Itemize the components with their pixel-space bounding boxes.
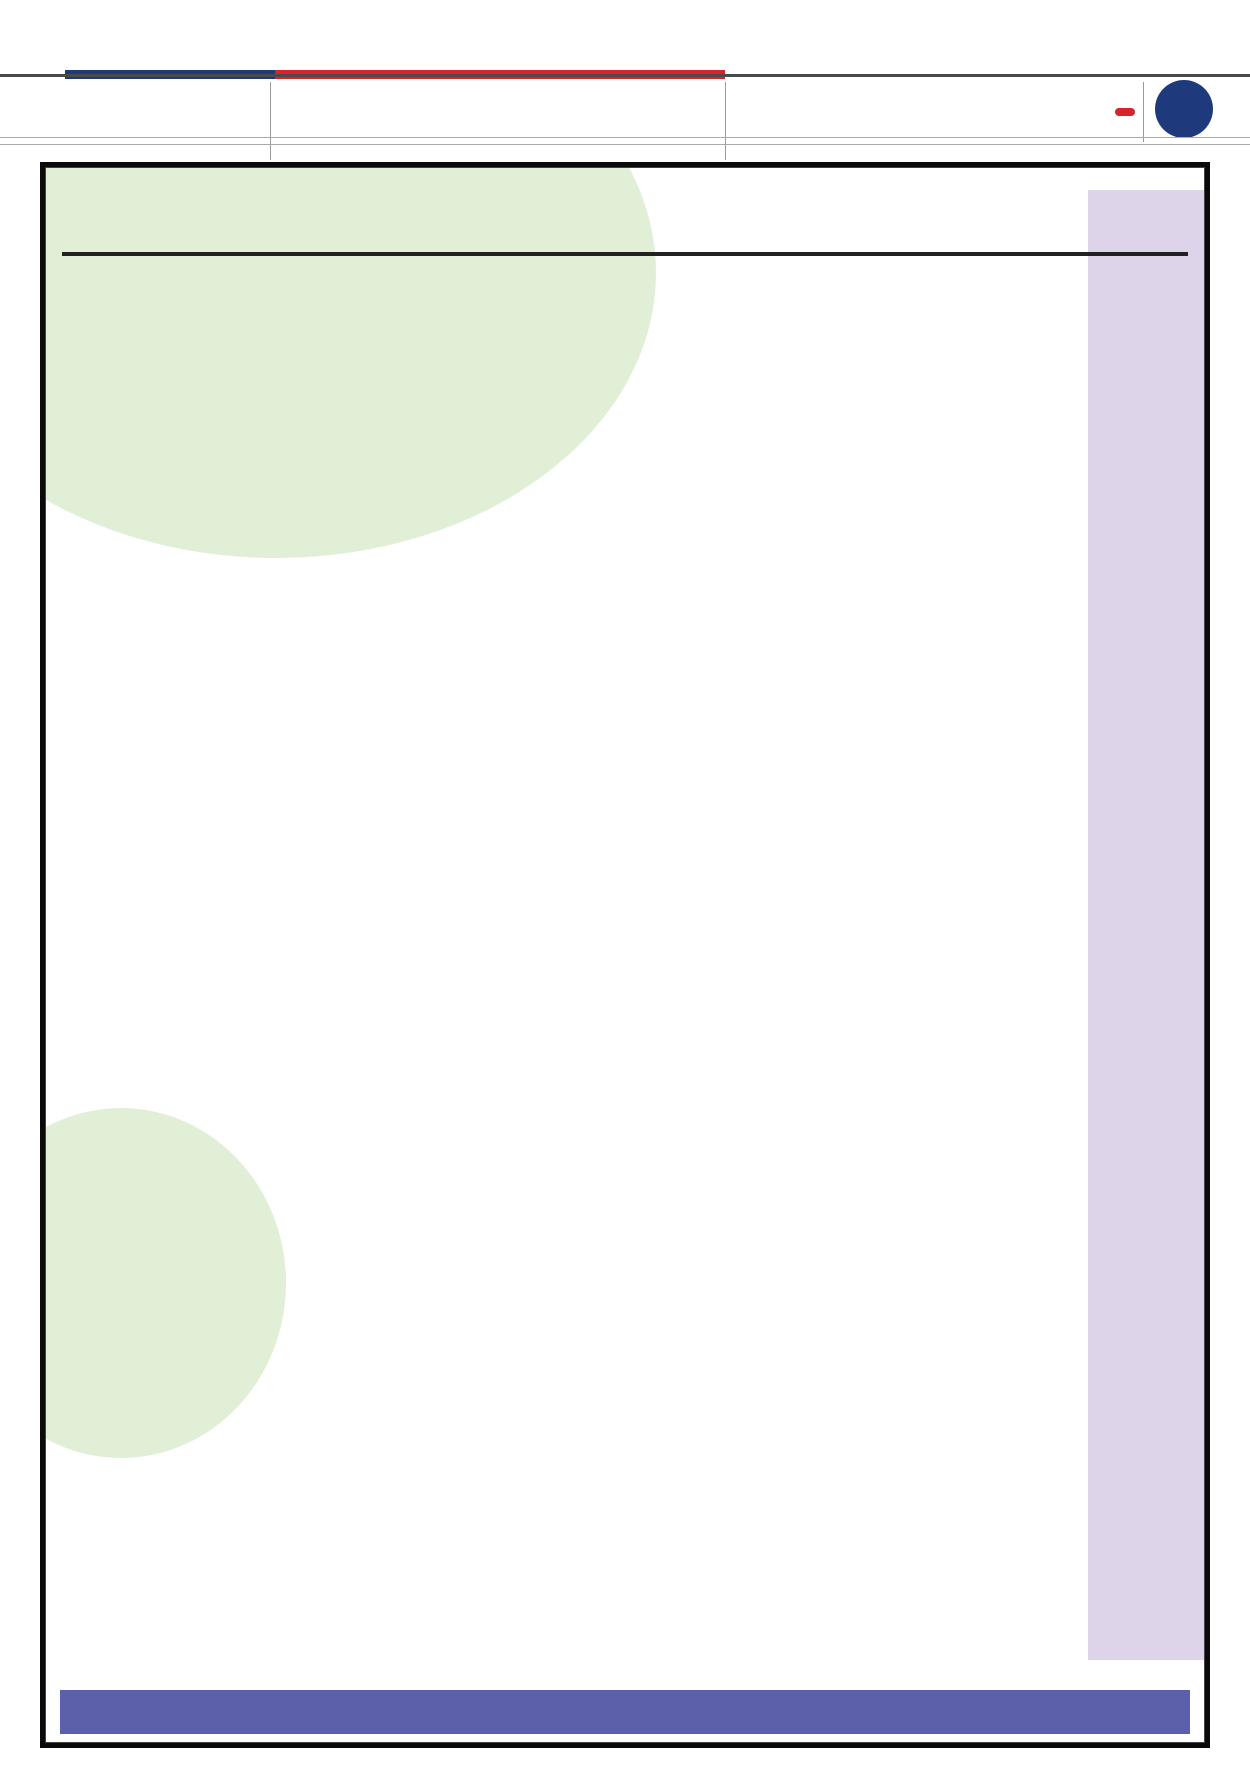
social-badges[interactable] xyxy=(1115,108,1135,116)
header-divider xyxy=(1143,82,1144,142)
header-divider xyxy=(270,82,271,160)
auction-ad-box xyxy=(40,162,1210,1748)
newspaper-header xyxy=(0,0,1250,160)
header-double-rule xyxy=(0,137,1250,145)
masthead-rule xyxy=(0,74,1250,77)
deadline-footer-bar xyxy=(60,1690,1190,1734)
payment-table-wrap xyxy=(62,252,1188,256)
newspaper-logo xyxy=(1155,80,1213,138)
header-divider xyxy=(725,82,726,160)
